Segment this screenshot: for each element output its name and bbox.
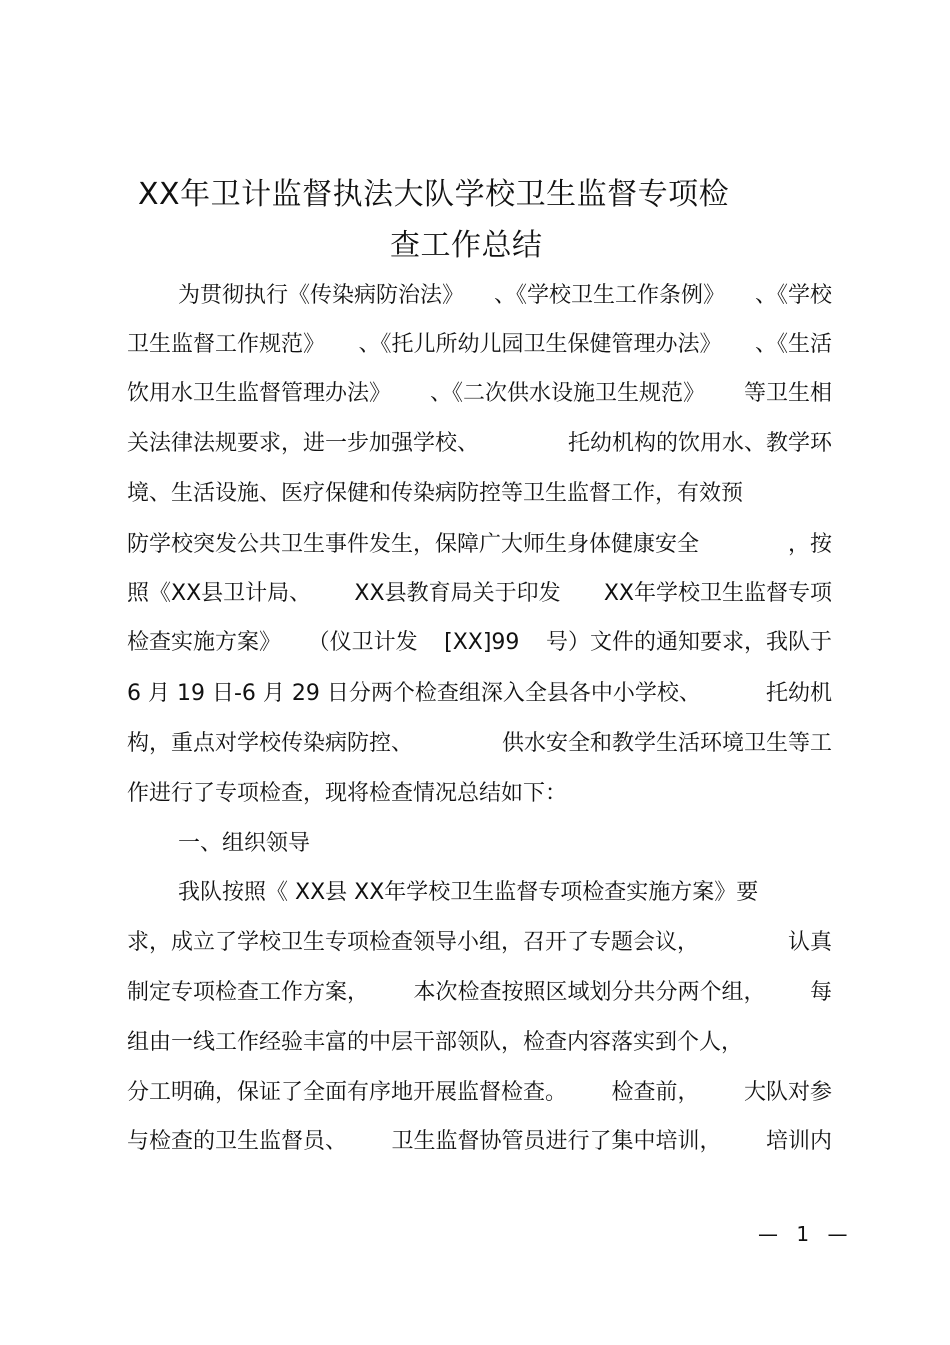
body-line: 求，成立了学校卫生专项检查领导小组，召开了专题会议， 认真 bbox=[127, 930, 832, 955]
body-line: 饮用水卫生监督管理办法》 、《二次供水设施卫生规范》 等卫生相 bbox=[127, 381, 832, 406]
body-line: 制定专项检查工作方案， 本次检查按照区域划分共分两个组， 每 bbox=[127, 980, 832, 1005]
body-line: 照《XX县卫计局、 XX县教育局关于印发 XX年学校卫生监督专项 bbox=[127, 581, 832, 606]
body-line: 为贯彻执行《传染病防治法》 、《学校卫生工作条例》 、《学校 bbox=[178, 283, 832, 308]
body-line: 作进行了专项检查，现将检查情况总结如下： bbox=[127, 781, 568, 806]
document-title-line-2: 查工作总结 bbox=[390, 228, 543, 263]
document-title-line-1: XX年卫计监督执法大队学校卫生监督专项检 bbox=[138, 177, 730, 212]
body-line: 6 月 19 日-6 月 29 日分两个检查组深入全县各中小学校、 托幼机 bbox=[127, 681, 832, 706]
body-line: 境、生活设施、医疗保健和传染病防控等卫生监督工作，有效预 bbox=[127, 481, 744, 506]
body-line: 构，重点对学校传染病防控、 供水安全和教学生活环境卫生等工 bbox=[127, 731, 832, 756]
body-line: 与检查的卫生监督员、 卫生监督协管员进行了集中培训， 培训内 bbox=[127, 1129, 832, 1154]
section-heading: 一、组织领导 bbox=[178, 831, 311, 856]
body-line: 我队按照《 XX县 XX年学校卫生监督专项检查实施方案》要 bbox=[178, 880, 759, 905]
body-line: 检查实施方案》 （仪卫计发 [XX]99 号）文件的通知要求，我队于 bbox=[127, 630, 832, 655]
body-line: 卫生监督工作规范》 、《托儿所幼儿园卫生保健管理办法》 、《生活 bbox=[127, 332, 832, 357]
body-line: 关法律法规要求，进一步加强学校、 托幼机构的饮用水、教学环 bbox=[127, 431, 832, 456]
body-line: 分工明确，保证了全面有序地开展监督检查。 检查前， 大队对参 bbox=[127, 1080, 832, 1105]
page-number: — 1 — bbox=[758, 1222, 854, 1246]
body-line: 防学校突发公共卫生事件发生，保障广大师生身体健康安全 ，按 bbox=[127, 532, 832, 557]
body-line: 组由一线工作经验丰富的中层干部领队，检查内容落实到个人， bbox=[127, 1030, 744, 1055]
